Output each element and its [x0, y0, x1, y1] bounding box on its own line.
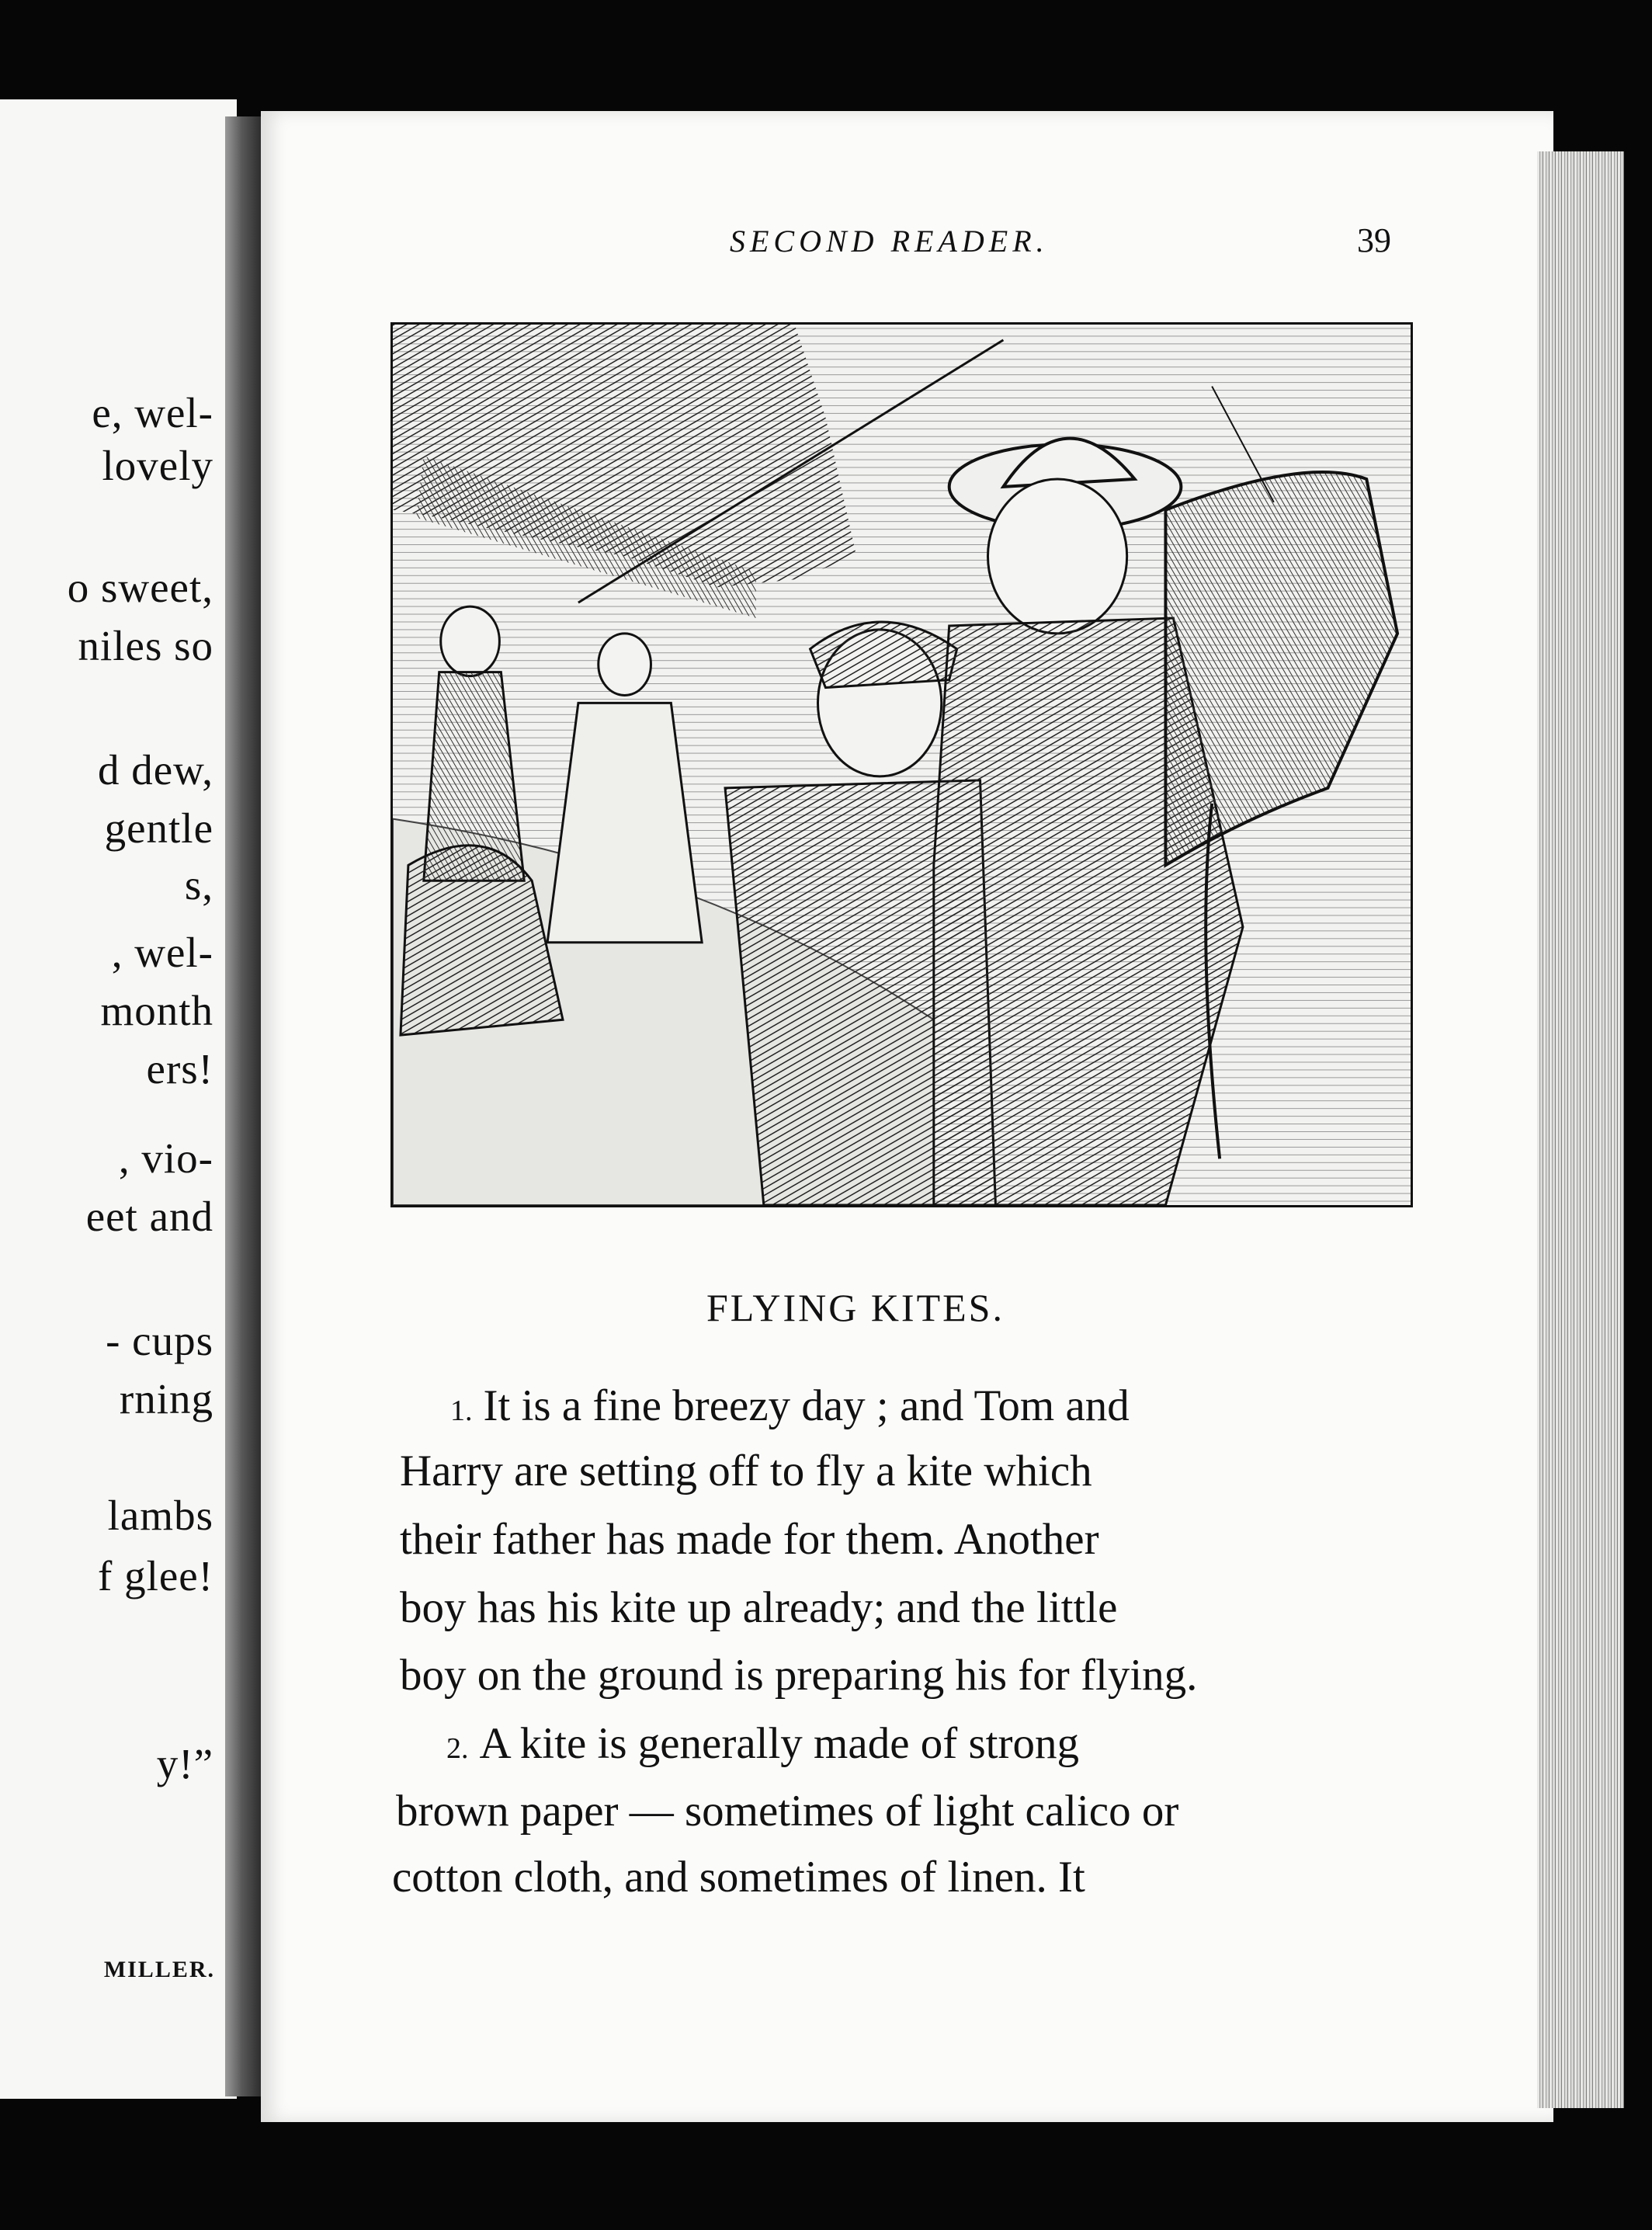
paragraph-line [400, 1446, 1092, 1496]
page-number: 39 [1357, 221, 1391, 259]
left-page-line: , vio- [118, 1134, 213, 1182]
left-page-line: e, wel- [92, 389, 213, 436]
left-page-signature: MILLER. [103, 1957, 215, 1982]
paragraph-line [400, 1514, 1099, 1565]
article-title: FLYING KITES. [706, 1286, 1005, 1329]
kite-illustration [390, 322, 1413, 1207]
left-page-line: month [100, 987, 213, 1034]
left-page-line: s, [184, 861, 213, 908]
left-page-line: lovely [102, 442, 213, 489]
paragraph-text: cotton cloth, and sometimes of linen. It [392, 1853, 1085, 1902]
left-page-line: ers! [146, 1045, 213, 1092]
paragraph-text: boy has his kite up already; and the little [400, 1583, 1118, 1632]
left-page-line: gentle [104, 804, 213, 852]
left-page-line: niles so [78, 622, 213, 669]
left-page-line: eet and [85, 1193, 213, 1240]
left-page-line: f glee! [98, 1552, 213, 1600]
paragraph-line [446, 1718, 1079, 1769]
paragraph-line [400, 1650, 1197, 1700]
girl-head [599, 634, 651, 696]
paragraph-line [400, 1582, 1117, 1633]
left-page-line: lambs [107, 1492, 213, 1539]
book-gutter [225, 116, 262, 2096]
page-edges [1537, 151, 1624, 2108]
left-page-line: d dew, [97, 746, 213, 794]
left-page-line: o sweet, [67, 564, 213, 611]
left-page-line: y!” [156, 1740, 213, 1787]
paragraph-text: A kite is generally made of strong [479, 1719, 1079, 1768]
paragraph-number: 1. [450, 1395, 473, 1427]
left-page-line: , wel- [111, 929, 213, 976]
paragraph-line [392, 1852, 1085, 1902]
left-page-line: rning [119, 1375, 213, 1422]
paragraph-line [396, 1786, 1178, 1836]
tall-boy-head [987, 479, 1126, 634]
paragraph-text: boy on the ground is preparing his for flying. [400, 1651, 1198, 1700]
paragraph-text: It is a fine breezy day ; and Tom and [483, 1381, 1130, 1430]
paragraph-text: Harry are setting off to fly a kite which [400, 1447, 1092, 1495]
paragraph-line [450, 1381, 1130, 1431]
paragraph-number: 2. [446, 1732, 469, 1765]
left-page [0, 99, 237, 2099]
boy-head [441, 606, 500, 676]
running-header: SECOND READER. [730, 224, 1049, 259]
paragraph-text: their father has made for them. Another [400, 1515, 1099, 1564]
left-page-line: - cups [106, 1317, 213, 1364]
engraving-image [393, 325, 1411, 1205]
paragraph-text: brown paper — sometimes of light calico or [396, 1787, 1179, 1836]
